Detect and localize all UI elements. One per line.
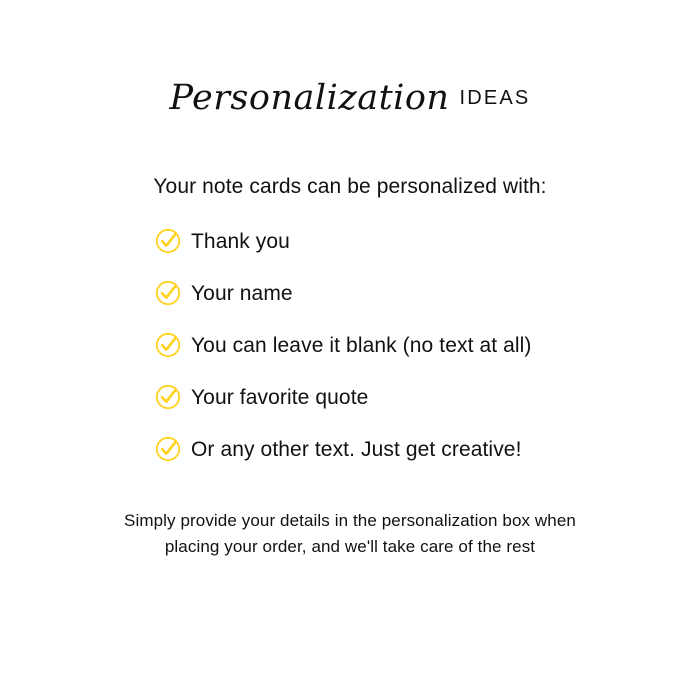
check-circle-icon	[155, 332, 181, 358]
page-title	[0, 78, 700, 118]
list-item-label: Your name	[191, 281, 293, 305]
list-item-label: Or any other text. Just get creative!	[191, 437, 522, 461]
check-circle-icon	[155, 436, 181, 462]
personalization-options-list	[155, 224, 605, 484]
list-item-label: You can leave it blank (no text at all)	[191, 333, 532, 357]
list-item	[155, 328, 605, 362]
list-item	[155, 380, 605, 414]
check-circle-icon	[155, 280, 181, 306]
page-title-caps: IDEAS	[459, 86, 531, 109]
list-item-label: Thank you	[191, 229, 290, 253]
list-item	[155, 224, 605, 258]
page-title-script: Personalization	[169, 78, 450, 118]
footer-line-2: placing your order, and we'll take care of the rest	[164, 537, 536, 556]
list-item	[155, 432, 605, 466]
check-circle-icon	[155, 384, 181, 410]
check-circle-icon	[155, 228, 181, 254]
intro-text: Your note cards can be personalized with:	[153, 175, 547, 198]
footer-line-1: Simply provide your details in the personalization box when	[124, 511, 576, 530]
list-item-label: Your favorite quote	[191, 385, 369, 409]
list-item	[155, 276, 605, 310]
footer-note	[0, 508, 700, 560]
